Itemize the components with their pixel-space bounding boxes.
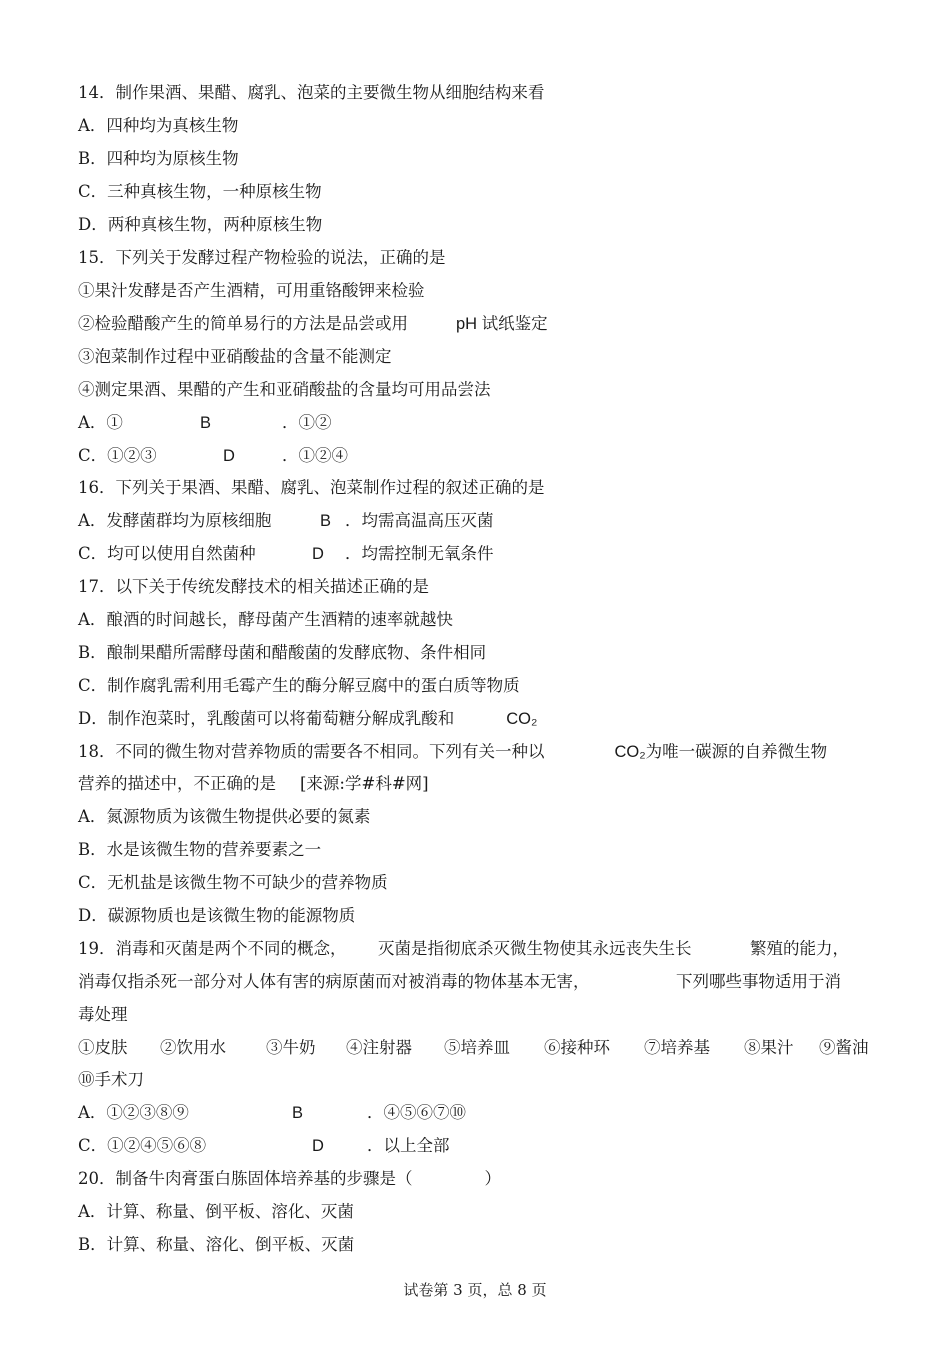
q18-option-d: D．碳源物质也是该微生物的能源物质	[78, 906, 356, 925]
q14-stem: 14．制作果酒、果醋、腐乳、泡菜的主要微生物从细胞结构来看	[78, 83, 545, 102]
q18-stem: 18．不同的微生物对营养物质的需要各不相同。下列有关一种以 CO₂为唯一碳源的自养微生物	[78, 742, 828, 761]
q17-option-c: C．制作腐乳需利用毛霉产生的酶分解豆腐中的蛋白质等物质	[78, 676, 520, 695]
q19-item-10: ⑩手术刀	[78, 1070, 144, 1089]
q17-option-a: A．酿酒的时间越长，酵母菌产生酒精的速率就越快	[78, 610, 453, 629]
q19-stem-line1: 19．消毒和灭菌是两个不同的概念， 灭菌是指彻底杀灭微生物使其永远丧失生长 繁殖的能力，	[78, 939, 849, 958]
q19-stem-line3: 毒处理	[78, 1005, 128, 1024]
q18-option-b: B．水是该微生物的营养要素之一	[78, 840, 322, 859]
q18-stem-cont: 营养的描述中，不正确的是 [来源:学#科#网]	[78, 774, 429, 793]
q18-option-c: C．无机盐是该微生物不可缺少的营养物质	[78, 873, 388, 892]
page-footer: 试卷第 3 页，总 8 页	[403, 1281, 547, 1299]
q14-option-d: D．两种真核生物，两种原核生物	[78, 215, 323, 234]
q14-option-c: C．三种真核生物，一种原核生物	[78, 182, 322, 201]
q14-option-a: A．四种均为真核生物	[78, 116, 239, 135]
q17-option-d: D．制作泡菜时，乳酸菌可以将葡萄糖分解成乳酸和 CO₂	[78, 709, 538, 728]
q17-option-b: B．酿制果醋所需酵母菌和醋酸菌的发酵底物、条件相同	[78, 643, 487, 662]
q15-statement-2: ②检验醋酸产生的简单易行的方法是品尝或用 pH 试纸鉴定	[78, 314, 548, 333]
q16-stem: 16．下列关于果酒、果醋、腐乳、泡菜制作过程的叙述正确的是	[78, 478, 545, 497]
q16-options-ab: A．发酵菌群均为原核细胞 B ．均需高温高压灭菌	[78, 511, 494, 530]
q16-options-cd: C．均可以使用自然菌种 D ．均需控制无氧条件	[78, 544, 494, 563]
q14-option-b: B．四种均为原核生物	[78, 149, 239, 168]
q18-option-a: A．氮源物质为该微生物提供必要的氮素	[78, 807, 371, 826]
q20-option-a: A．计算、称量、倒平板、溶化、灭菌	[78, 1202, 354, 1221]
q15-options-cd: C．①②③ D ．①②④	[78, 446, 348, 465]
q15-options-ab: A．① B ．①②	[78, 413, 332, 432]
q20-option-b: B．计算、称量、溶化、倒平板、灭菌	[78, 1235, 355, 1254]
q19-options-cd: C．①②④⑤⑥⑧ D ．以上全部	[78, 1136, 450, 1155]
q20-stem: 20．制备牛肉膏蛋白胨固体培养基的步骤是（ ）	[78, 1169, 501, 1188]
q15-statement-4: ④测定果酒、果醋的产生和亚硝酸盐的含量均可用品尝法	[78, 380, 491, 399]
q17-stem: 17．以下关于传统发酵技术的相关描述正确的是	[78, 577, 429, 596]
q15-statement-1: ①果汁发酵是否产生酒精，可用重铬酸钾来检验	[78, 281, 425, 300]
q19-item-list: ①皮肤 ②饮用水 ③牛奶 ④注射器 ⑤培养皿 ⑥接种环 ⑦培养基 ⑧果汁 ⑨酱油	[78, 1038, 869, 1057]
q15-stem: 15．下列关于发酵过程产物检验的说法，正确的是	[78, 248, 446, 267]
q15-statement-3: ③泡菜制作过程中亚硝酸盐的含量不能测定	[78, 347, 392, 366]
q19-options-ab: A．①②③⑧⑨ B ．④⑤⑥⑦⑩	[78, 1103, 466, 1122]
q19-stem-line2: 消毒仅指杀死一部分对人体有害的病原菌而对被消毒的物体基本无害， 下列哪些事物适用于消	[78, 972, 841, 991]
